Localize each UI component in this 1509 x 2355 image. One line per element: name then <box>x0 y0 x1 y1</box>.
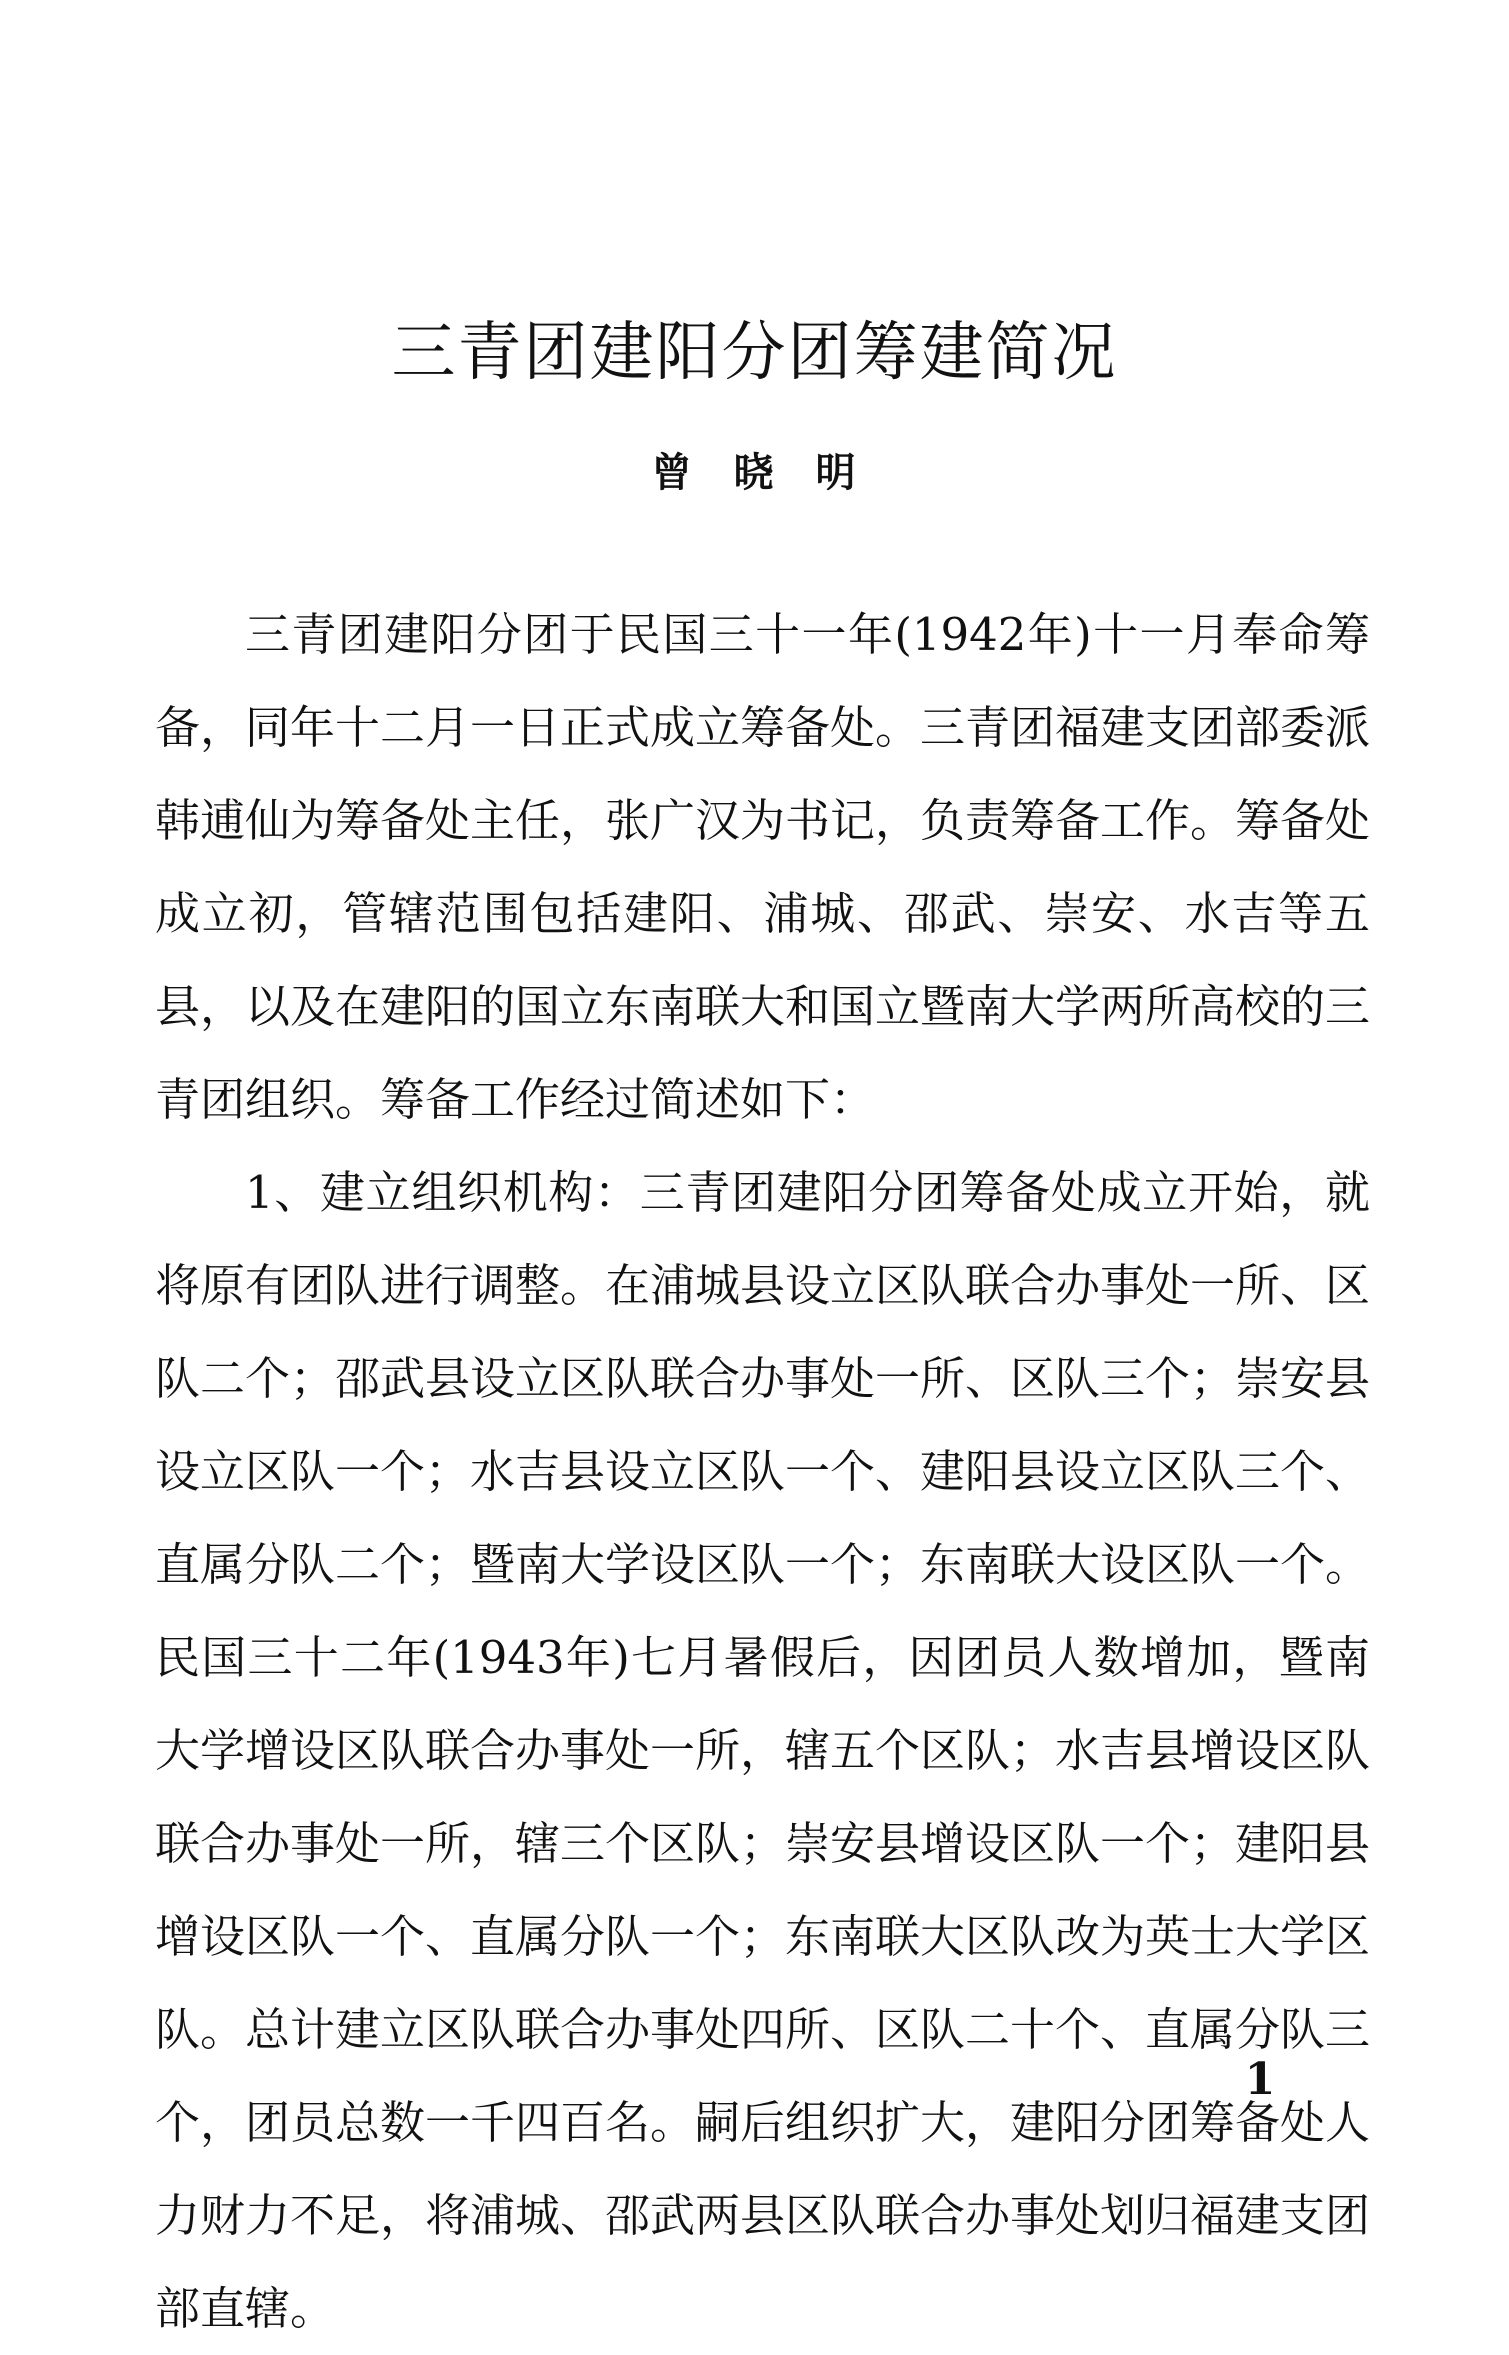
paragraph-intro: 三青团建阳分团于民国三十一年(1942年)十一月奉命筹备，同年十二月一日正式成立筹备处。三青团福建支团部委派韩逋仙为筹备处主任，张广汉为书记，负责筹备工作。筹备处成立初，管辖范围包括建阳、浦城、邵武、崇安、水吉等五县，以及在建阳的国立东南联大和国立暨南大学两所高校的三青团组织。筹备工作经过简述如下： <box>155 608 1371 1126</box>
page-number: 1 <box>1244 2054 1276 2105</box>
article-title: 三青团建阳分团筹建简况 <box>391 315 1118 390</box>
author-name: 曾晓明 <box>651 449 898 496</box>
article-body <box>155 588 1370 2355</box>
paragraph-organization: 1、建立组织机构：三青团建阳分团筹备处成立开始，就将原有团队进行调整。在浦城县设立区队联合办事处一所、区队二个；邵武县设立区队联合办事处一所、区队三个；崇安县设立区队一个；水吉县设立区队一个、建阳县设立区队三个、直属分队二个；暨南大学设区队一个；东南联大设区队一个。民国三十二年(1943年)七月暑假后，因团员人数增加，暨南大学增设区队联合办事处一所，辖五个区队；水吉县增设区队联合办事处一所，辖三个区队；崇安县增设区队一个；建阳县增设区队一个、直属分队一个；东南联大区队改为英士大学区队。总计建立区队联合办事处四所、区队二十个、直属分队三个，团员总数一千四百名。嗣后组织扩大，建阳分团筹备处人力财力不足，将浦城、邵武两县区队联合办事处划归福建支团部直辖。 <box>155 1166 1371 2335</box>
